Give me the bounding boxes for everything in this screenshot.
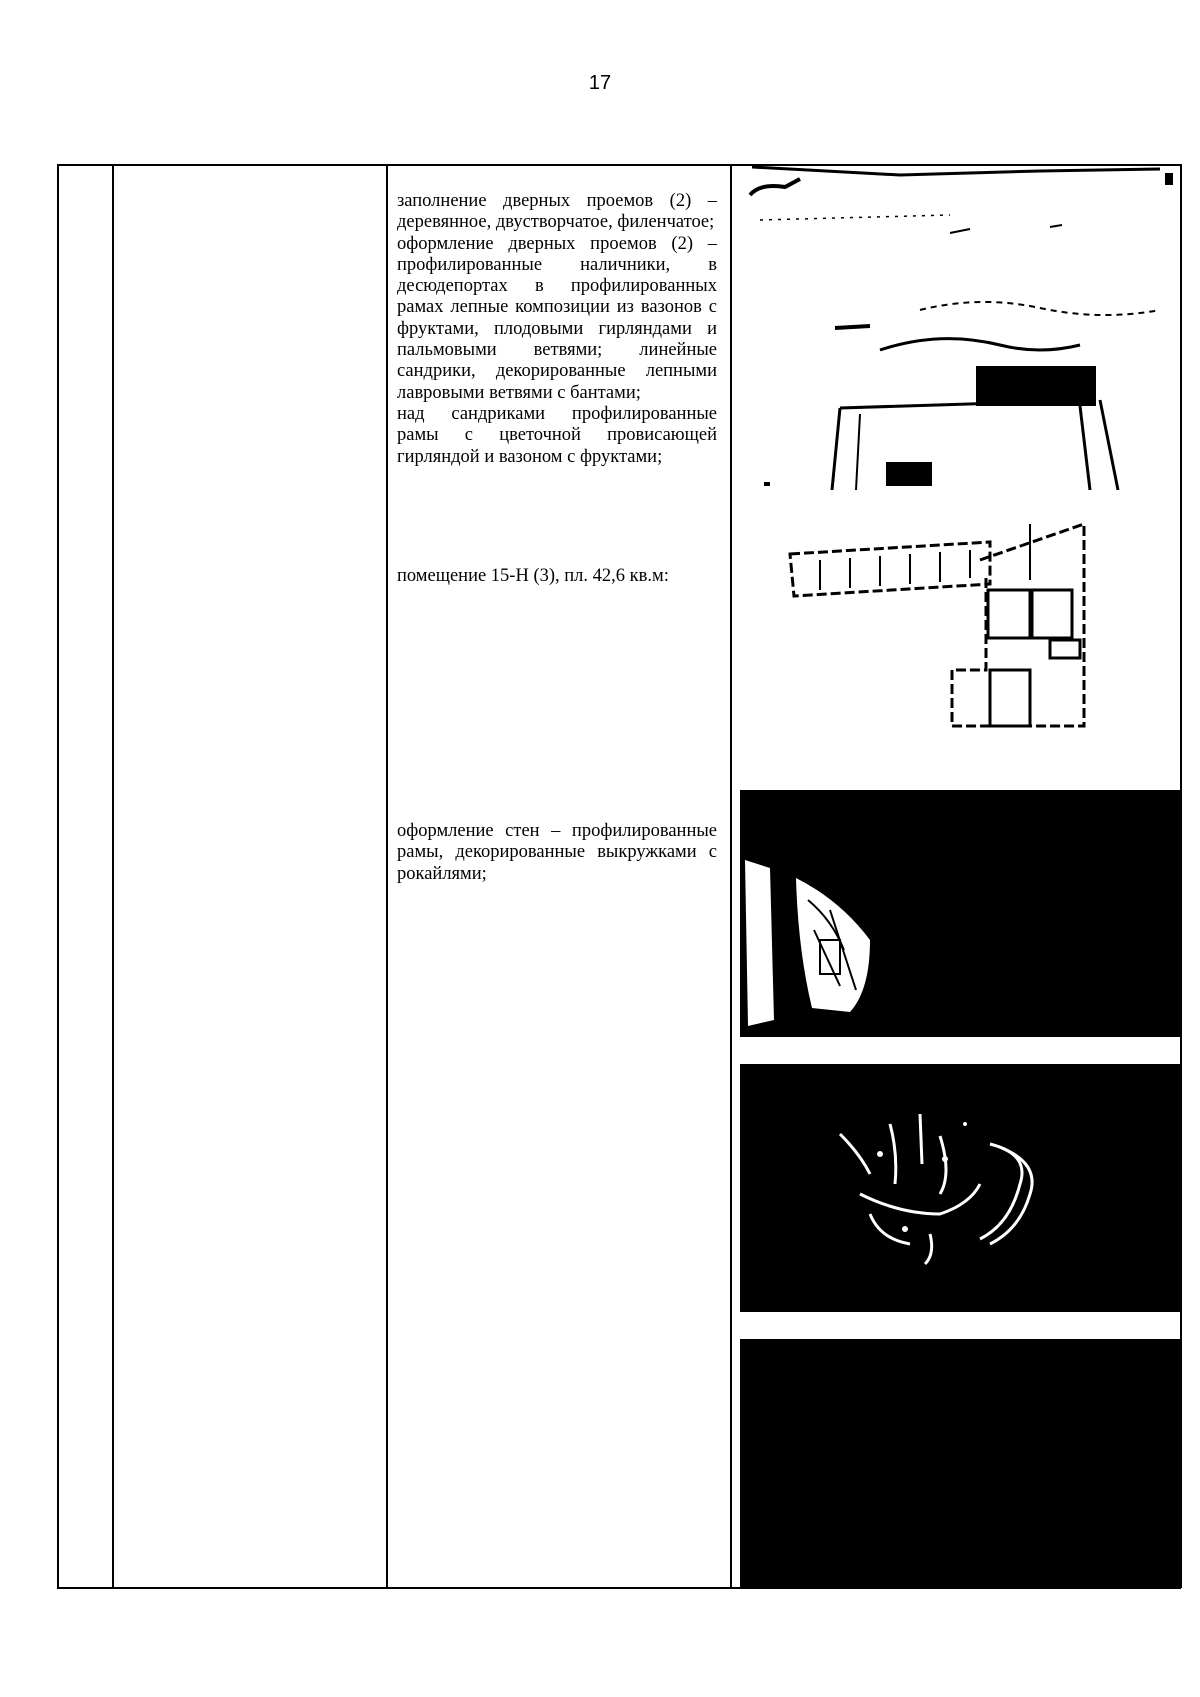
- table-right-border: [1180, 164, 1182, 1588]
- floor-plan-image: [740, 520, 1180, 730]
- column-divider-2: [386, 164, 388, 1588]
- wall-photo-dark: [740, 1339, 1180, 1587]
- room-description: [397, 566, 717, 587]
- doors-description: [397, 191, 717, 468]
- page-number: 17: [588, 72, 612, 94]
- table-left-border: [57, 164, 59, 1588]
- door-decoration-text: оформление дверных проемов (2) – профилированные наличники, в десюдепортах в профилированных рамах лепные композиции из вазонов с фруктами, плодовыми гирляндами и пальмовыми ветвями; линейные сандрики, декорированные лепными лавровыми ветвями с бантами;: [397, 233, 717, 403]
- ornament-photo: [740, 1064, 1180, 1312]
- door-photo-top: [740, 165, 1180, 255]
- wall-photo-frames: [740, 790, 1180, 1037]
- walls-description: [397, 821, 717, 885]
- table-bottom-border: [57, 1587, 1181, 1589]
- sandrik-frames-text: над сандриками профилированные рамы с цветочной провисающей гирляндой и вазоном с фруктами;: [397, 403, 717, 467]
- walls-decoration-text: оформление стен – профилированные рамы, декорированные выкружками с рокайлями;: [397, 821, 717, 884]
- door-filling-text: заполнение дверных проемов (2) – деревянное, двустворчатое, филенчатое;: [397, 191, 717, 233]
- room-label-text: помещение 15-Н (3), пл. 42,6 кв.м:: [397, 566, 669, 586]
- column-divider-3: [730, 164, 732, 1588]
- door-photo-sandrik: [740, 290, 1180, 490]
- column-divider-1: [112, 164, 114, 1588]
